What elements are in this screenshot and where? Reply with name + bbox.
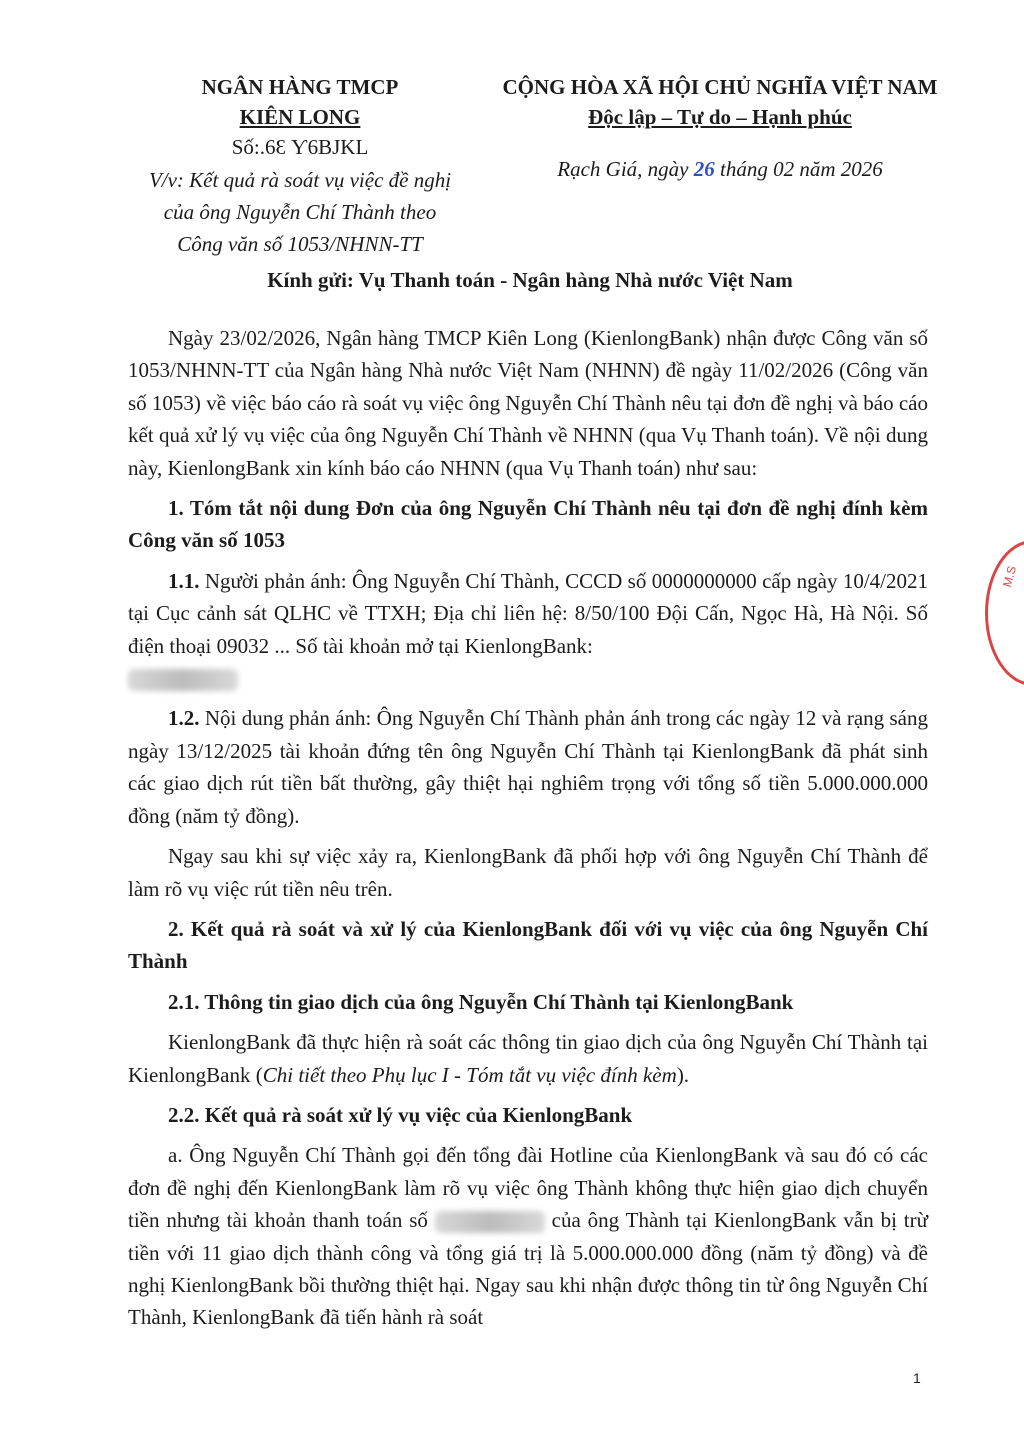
recipient-line: Kính gửi: Vụ Thanh toán - Ngân hàng Nhà nước Việt Nam [267,268,793,292]
header-left [140,72,460,260]
heading-section-1: 1. Tóm tắt nội dung Đơn của ông Nguyễn Chí Thành nêu tại đơn đề nghị đính kèm Công văn số 1053 [128,496,928,553]
label-1-1: 1.1. [168,568,200,593]
text-a-part1: a. Ông Nguyễn Chí Thành gọi đến tổng đài Hotline của KienlongBank và sau đó có các đơn đề nghị đến KienlongBank làm rõ vụ việc ông Thành không thực hiện giao dịch chuyển tiền nhưng tài khoản thanh toán số [128,1143,928,1233]
header-right [490,72,950,184]
subject-line-1: V/v: Kết quả rà soát vụ việc đề nghị [148,168,452,192]
text-2-1-main: KienlongBank đã thực hiện rà soát các thông tin giao dịch của ông Nguyễn Chí Thành tại KienlongBank ( [128,1030,928,1087]
paragraph-1-2 [128,702,928,832]
subject-block [140,164,460,260]
label-1-2: 1.2. [168,706,200,731]
paragraph-a [128,1139,928,1333]
national-motto: Độc lập – Tự do – Hạnh phúc [588,105,852,129]
place-date [490,154,950,184]
redacted-account-number [128,669,238,691]
paragraph-2-1 [128,1026,928,1091]
place-date-suffix: tháng 02 năm 2026 [714,157,883,181]
text-2-1-end: ). [676,1062,690,1087]
page-number: 1 [913,1370,921,1386]
heading-section-2: 2. Kết quả rà soát và xử lý của KienlongBank đối với vụ việc của ông Nguyễn Chí Thành [128,916,928,974]
document-body [128,322,928,1342]
text-1-2: Nội dung phản ánh: Ông Nguyễn Chí Thành phản ánh trong các ngày 12 và rạng sáng ngày 13/12/2025 tài khoản đứng tên ông Nguyễn Chí Thành tại KienlongBank đã phát sinh các giao dịch rút tiền bất thường, gây thiệt hại nghiêm trọng với tổng số tiền 5.000.000.000 đồng (năm tỷ đồng). [128,706,928,828]
subject-line-3: Công văn số 1053/NHNN-TT [177,232,423,256]
stamp-text: M.S [1000,564,1020,589]
place-date-prefix: Rạch Giá, ngày [557,157,694,181]
subject-line-2: của ông Nguyễn Chí Thành theo [163,200,437,224]
bank-name-line2: KIÊN LONG [239,105,361,129]
bank-name-line1: NGÂN HÀNG TMCP [201,75,399,99]
paragraph-1-1 [128,565,928,695]
redacted-account-number-2 [435,1211,545,1233]
text-1-1: Người phản ánh: Ông Nguyễn Chí Thành, CCCD số 0000000000 cấp ngày 10/4/2021 tại Cục cảnh sát QLHC về TTXH; Địa chỉ liên hệ: 8/50/100 Đội Cấn, Ngọc Hà, Hà Nội. Số điện thoại 09032 ... Số tài khoản mở tại KienlongBank: [128,568,928,658]
red-stamp [985,540,1024,686]
heading-section-2-1: 2.1. Thông tin giao dịch của ông Nguyễn Chí Thành tại KienlongBank [168,989,794,1014]
paragraph-followup: Ngay sau khi sự việc xảy ra, KienlongBank đã phối hợp với ông Nguyễn Chí Thành để làm rõ vụ việc rút tiền nêu trên. [128,844,928,901]
text-2-1-italic: Chi tiết theo Phụ lục I - Tóm tắt vụ việc đính kèm [262,1062,677,1087]
heading-section-2-2: 2.2. Kết quả rà soát xử lý vụ việc của KienlongBank [168,1102,633,1127]
paragraph-intro: Ngày 23/02/2026, Ngân hàng TMCP Kiên Long (KienlongBank) nhận được Công văn số 1053/NHNN-TT của Ngân hàng Nhà nước Việt Nam (NHNN) đề ngày 11/02/2026 (Công văn số 1053) về việc báo cáo rà soát vụ việc ông Nguyễn Chí Thành nêu tại đơn đề nghị và báo cáo kết quả xử lý vụ việc của ông Nguyễn Chí Thành về NHNN (qua Vụ Thanh toán). Về nội dung này, KienlongBank xin kính báo cáo NHNN (qua Vụ Thanh toán) như sau: [128,326,928,480]
national-title: CỘNG HÒA XÃ HỘI CHỦ NGHĨA VIỆT NAM [502,75,938,99]
handwritten-day: 26 [693,157,715,181]
text-a-part2: của ông Thành tại KienlongBank vẫn bị trừ tiền với 11 giao dịch thành công và tổng giá trị là 5.000.000.000 đồng (năm tỷ đồng) và đề nghị KienlongBank bồi thường thiệt hại. Ngay sau khi nhận được thông tin từ ông Nguyễn Chí Thành, KienlongBank đã tiến hành rà soát [128,1208,929,1330]
document-number: Số:.6Ɛ Ƴ6BJKL [231,135,369,159]
